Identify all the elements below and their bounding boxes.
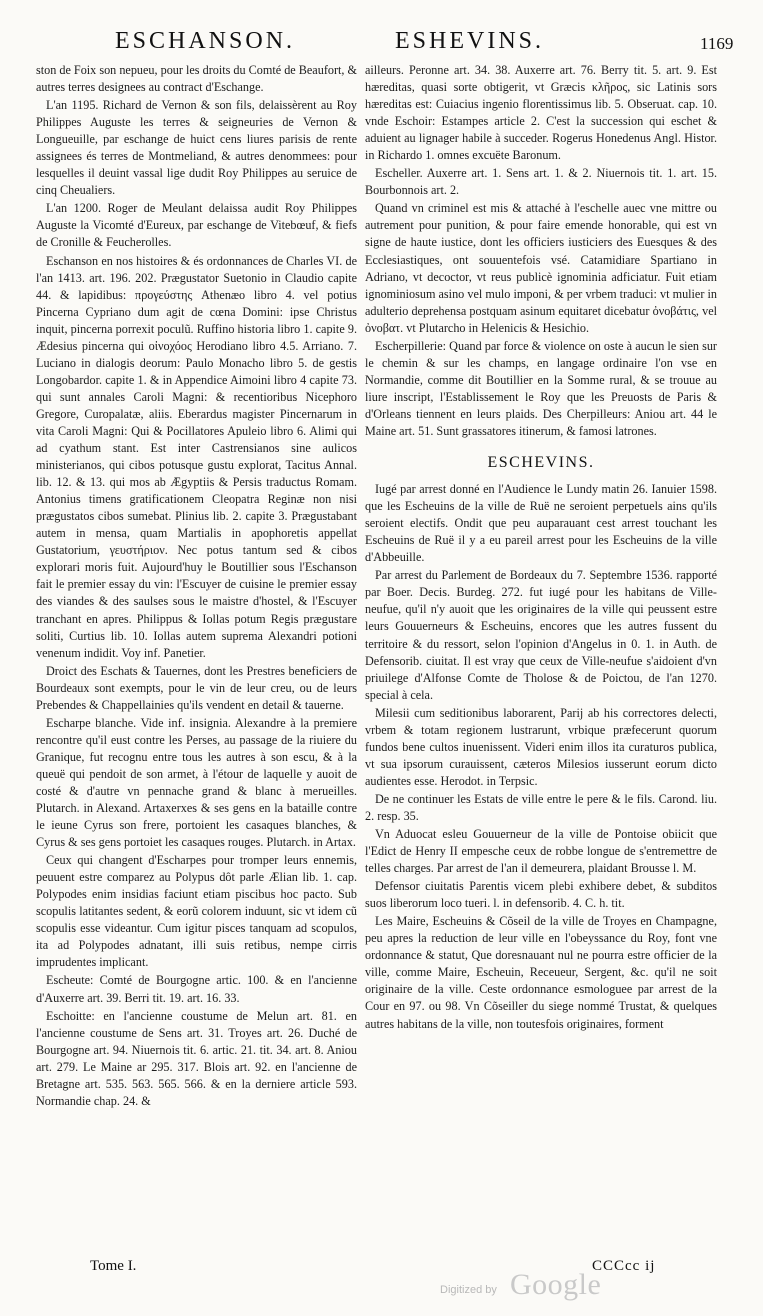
left-column xyxy=(36,62,357,1111)
paragraph: Escherpillerie: Quand par force & violence on oste à aucun le sien sur le chemin & sur les champs, en langage ordinaire l'on vse en Normandie, comme dit Boutillier en la Somme rural, & se trouue au liure inscript, l'Establissement le Roy que les Preuosts de Paris & d'Orleans tiennent en leurs plaids. Des Cherpilleurs: Aniou art. 44 le Maine art. 51. Sunt grassatores itinerum, & famosi latrones. xyxy=(365,338,717,438)
paragraph: Vn Aduocat esleu Gouuerneur de la ville de Pontoise obiicit que l'Edict de Henry II empesche ceux de robbe longue de s'entremettre de telles charges. Par arrest de l'an il demeurera, plaidant Brousse l. M. xyxy=(365,827,717,876)
paragraph: Escharpe blanche. Vide inf. insignia. Alexandre à la premiere rencontre qu'il eust contre les Perses, au passage de la riuiere du Granique, fut recognu entre tous les autres à son escu, & à la queuë qui pendoit de son armet, à l'étour de laquelle y auoit de costé & d'autre vn pennache grand & blanc à merueilles. Plutarch. in Alexand. Artaxerxes & ses gens en la bataille contre le ieune Cyrus son frere, portoient les casaques blanches, & Cyrus & ses gens portoiet les casaques rouges. Plutarch. in Artax. xyxy=(36,715,357,850)
running-head-center: ESHEVINS. xyxy=(395,28,545,54)
paragraph: ston de Foix son nepueu, pour les droits du Comté de Beaufort, & autres terres designees au contract d'Eschange. xyxy=(36,63,357,95)
page-number: 1169 xyxy=(700,34,734,53)
paragraph: Escheute: Comté de Bourgogne artic. 100. & en l'ancienne d'Auxerre art. 39. Berri tit. 19. art. 16. 33. xyxy=(36,973,357,1005)
paragraph: Ceux qui changent d'Escharpes pour tromper leurs ennemis, peuuent estre comparez au Polypus dôt parle Ælian lib. 1. cap. Polypodes enim insidias faciunt etiam piscibus hoc pacto. Sub scopulis latitantes sedent, & eorũ colorem induunt, sic vt idem cũ scopulis esse videantur. Cum igitur pisces tanquam ad scopulos, ita ad Polypodes adnatant, illi suis retibus, nempe cirris imprudentes implicant. xyxy=(36,853,357,970)
paragraph: Eschanson en nos histoires & és ordonnances de Charles VI. de l'an 1413. art. 196. 202. Prægustator Suetonio in Claudio capite 44. & lapidibus: προγεύστης Athenæo libro 4. vel potius Pincerna Cypriano dum agit de cœna Domini: ipse Christus inquit, pincerna porrexit poculũ. Ruffino historia libro 1. capite 9. Ædesius pincerna qui οἰνοχόος Herodiano libro 4.5. Arriano. 7. Luciano in dialogis deorum: Paulo Monacho libro 5. de gestis Longobardor. capite 1. & in Appendice Aimoini libro 4 capite 73. qui sunt annales Caroli Magni: & recentioribus Nicephoro Gregore, Curopalatæ, aliis. Eberardus magister Pincernarum in vita Caroli Magni: Qui & Pocillatores Apuleio libro 6. Alimi qui ad cyathum stant. Est inter Castrensianos sine aulicos ministerianos, qui cibos potusque gustu explorat, Tacitus Annal. lib. 12. & 13. qui mos ab Ægyptiis & Persis traductus Romam. Antonius timens gratificationem Cleopatra Reginæ non nisi prægustatos cibos sumebat. Plinius lib. 2. capite 3. Prægustabant autem in mensa, quam Martialis in apophoretis appellat Gustatorium, γευστήριον. Nec potus tantum sed & cibos explorari moris fuit. Aujourd'huy le Boutillier sous l'Eschanson fait le premier essay du vin: l'Escuyer de cuisine le premier essay des viandes & des saulses sous le maistre d'hostel, & l'Escuyer tranchant en apres. Philippus & Iollas potum Regis prægustare soliti, Curtius lib. 10. Iollas autem suprema Alexandri potioni venenum indidit. Voy inf. Panetier. xyxy=(36,253,357,660)
paragraph: Les Maire, Escheuins & Cõseil de la ville de Troyes en Champagne, peu apres la reduction de leur ville en l'obeyssance du Roy, font vne ordonnance & statut, Que doresnauant nul ne pourra estre officier de la ville, comme Maire, Escheuin, Receueur, Sergent, &c. qu'il ne soit originaire de la ville. Ceste ordonnance esmologuee par arrest de la Cour en 97. ou 98. Vn Cõseiller du siege nommé Trustat, & quelques autres habitans de la ville, non toutesfois originaires, forment xyxy=(365,914,717,1031)
paragraph: L'an 1200. Roger de Meulant delaissa audit Roy Philippes Auguste la Vicomté d'Eureux, par eschange de Vitebœuf, & fiefs de Cronille & Feucherolles. xyxy=(36,201,357,250)
right-column xyxy=(365,62,717,1034)
paragraph: ailleurs. Peronne art. 34. 38. Auxerre art. 76. Berry tit. 5. art. 9. Est hæreditas, quasi sorte obtigerit, vt Græcis κλῆρος, sic Latinis sors hæreditas est: Cuiacius ingenio florentissimus lib. 5. Obseruat. cap. 10. vnde Eschoir: Estampes article 2. C'est la succession qui eschet & aduient au lignager habile à succeder. Rogerus Honedenus Angl. Histor. in Richardo 1. omnes excuëte Baronum. xyxy=(365,63,717,163)
signature-mark: CCCcc ij xyxy=(592,1258,656,1274)
paragraph: Eschoitte: en l'ancienne coustume de Melun art. 81. en l'ancienne coustume de Sens art. 31. Troyes art. 26. Duché de Bourgogne art. 94. Niuernois tit. 6. artic. 21. tit. 34. art. 8. Aniou art. 279. Le Maine ar 295. 317. Blois art. 92. en l'ancienne de Bretagne art. 535. 563. 565. 566. & en la derniere article 593. Normandie chap. 24. & xyxy=(36,1008,357,1108)
volume-label: Tome I. xyxy=(90,1258,137,1274)
paragraph: Iugé par arrest donné en l'Audience le Lundy matin 26. Ianuier 1598. que les Escheuins de la ville de Ruë ne seroient perpetuels ains qu'ils seroient electifs. Ondit que peu auparauant cest arrest touchant les Escheuins de Ruë il y a eu pareil arrest pour les Escheuins de la ville d'Abbeuille. xyxy=(365,482,717,565)
paragraph: Defensor ciuitatis Parentis vicem plebi exhibere debet, & subditos suos liberorum loco tueri. l. in defensorib. 4. C. h. tit. xyxy=(365,879,717,911)
running-head-left: ESCHANSON. xyxy=(115,28,296,54)
watermark-prefix: Digitized by xyxy=(440,1284,497,1296)
section-heading: ESCHEVINS. xyxy=(487,454,595,472)
google-logo-icon: Google xyxy=(510,1268,602,1301)
paragraph: Quand vn criminel est mis & attaché à l'eschelle auec vne mittre ou autrement pour punition, & pour faire emende honorable, qui est vn signe de haute iustice, dont les officiers iusticiers des Euesques & des Ecclesiastiques, ont souuentefois vsé. Catamidiare Spartiano in Adriano, vt decoctor, vt reus publicè ignominia adficiatur. Fuit etiam ignominiosum asino vel mulo imponi, & per vrbem traduci: vt mulier in adulterio deprehensa postquam asinum equitaret dicebatur ὀνοβάτις, vel ὀνοβατ. vt Plutarcho in Helenicis & Hesichio. xyxy=(365,201,717,335)
paragraph: De ne continuer les Estats de ville entre le pere & le fils. Carond. liu. 2. resp. 35. xyxy=(365,791,717,823)
paragraph: Escheller. Auxerre art. 1. Sens art. 1. & 2. Niuernois tit. 1. art. 15. Bourbonnois art. 2. xyxy=(365,166,717,198)
paragraph: Droict des Eschats & Tauernes, dont les Prestres beneficiers de Bourdeaux sont exempts, pour le vin de leur creu, ou de leurs Prebendes & Chappellainies qu'ils vendent en detail & tauerne. xyxy=(36,663,357,712)
paragraph: L'an 1195. Richard de Vernon & son fils, delaissèrent au Roy Philippes Auguste les terres & seigneuries de Vernon & Longueuille, par eschange de huict cens liures parisis de rente assignees és terres de Montmeliand, & autres denommees: pour lesquelles il deuint vassal lige dudit Roy Philippes au seruice de cinq Cheualiers. xyxy=(36,98,357,198)
digitization-watermark xyxy=(440,1268,640,1304)
paragraph: Milesii cum seditionibus laborarent, Parij ab his correctores delecti, vrbem & totam regionem lustrarunt, vrbique præfecerunt quorum fundos bene cultos inuenissent. Videri enim illos ita curaturos publica, vt sua ipsorum curauissent, cæteros Milesios iusserunt eorum dicto audientes esse. Herodot. in Terpsic. xyxy=(365,705,717,788)
paragraph: Par arrest du Parlement de Bordeaux du 7. Septembre 1536. rapporté par Boer. Decis. Burdeg. 272. fut iugé pour les habitans de Ville-neufue, qu'il n'y auoit que les originaires de la ville qui peussent estre leurs Gouuerneurs & Escheuins, encores que les autres fussent du territoire & du ressort, selon l'opinion d'Angelus in 0. 1. in Auth. de Defensorib. ciuitat. Il est vray que ceux de Ville-neufue s'aidoient d'vn priuilege d'Alfonse Comte de Tholose & de Poictou, de l'an 1270. special à cela. xyxy=(365,568,717,702)
